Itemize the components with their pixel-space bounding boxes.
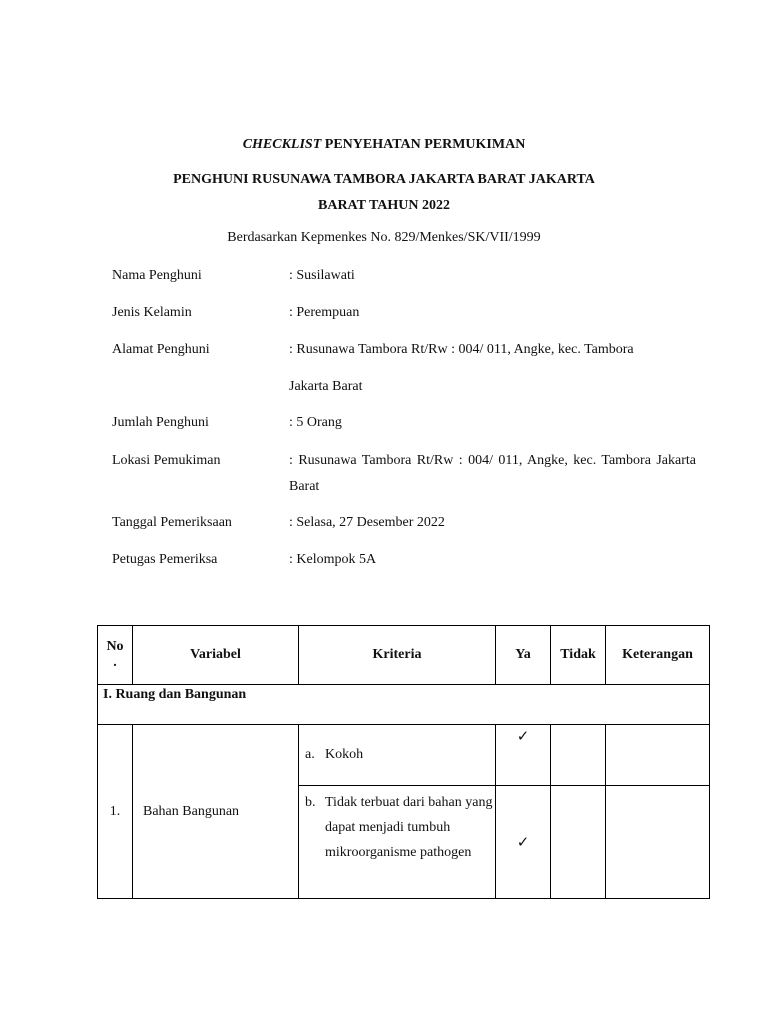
title-italic: CHECKLIST xyxy=(242,137,322,152)
header-ya: Ya xyxy=(496,626,551,685)
field-label-jenis-kelamin: Jenis Kelamin xyxy=(112,305,192,320)
document-subtitle-line2: BARAT TAHUN 2022 xyxy=(318,198,450,213)
header-variabel: Variabel xyxy=(133,626,299,685)
criterion-b-letter: b. xyxy=(305,795,316,810)
field-value-alamat-line2: Jakarta Barat xyxy=(289,379,363,394)
header-keterangan: Keterangan xyxy=(606,626,710,685)
header-no xyxy=(98,626,133,685)
criterion-b-text: Tidak terbuat dari bahan yang dapat menjadi tumbuh mikroorganisme pathogen xyxy=(325,795,493,860)
field-value-jumlah: : 5 Orang xyxy=(289,415,342,430)
criterion-a xyxy=(299,725,496,786)
criterion-b xyxy=(299,786,496,899)
field-value-lokasi: : Rusunawa Tambora Rt/Rw : 004/ 011, Angke, kec. Tambora Jakarta Barat xyxy=(289,453,696,494)
document-title xyxy=(0,137,768,153)
field-value-jenis-kelamin: : Perempuan xyxy=(289,305,360,320)
section-title: I. Ruang dan Bangunan xyxy=(98,685,710,725)
criterion-b-tidak-cell xyxy=(551,786,606,899)
field-value-alamat: : Rusunawa Tambora Rt/Rw : 004/ 011, Angke, kec. Tambora xyxy=(289,342,634,357)
field-label-jumlah: Jumlah Penghuni xyxy=(112,415,209,430)
field-label-petugas: Petugas Pemeriksa xyxy=(112,552,218,567)
criterion-a-keterangan-cell xyxy=(606,725,710,786)
field-label-lokasi: Lokasi Pemukiman xyxy=(112,453,221,468)
checkmark-icon: ✓ xyxy=(516,729,530,745)
checkmark-icon: ✓ xyxy=(516,834,530,851)
table-row xyxy=(98,725,710,786)
criterion-a-letter: a. xyxy=(305,747,315,762)
criterion-a-tidak-cell xyxy=(551,725,606,786)
regulation-basis: Berdasarkan Kepmenkes No. 829/Menkes/SK/VII/1999 xyxy=(227,230,541,245)
criterion-b-ya-cell xyxy=(496,786,551,899)
header-kriteria: Kriteria xyxy=(299,626,496,685)
criterion-a-text: Kokoh xyxy=(325,747,364,762)
row-number: 1. xyxy=(98,725,133,899)
field-label-tanggal: Tanggal Pemeriksaan xyxy=(112,515,232,530)
checklist-table xyxy=(97,625,710,899)
section-row xyxy=(98,685,710,725)
field-label-nama: Nama Penghuni xyxy=(112,268,202,283)
header-no-line1: No xyxy=(106,639,124,654)
criterion-b-keterangan-cell xyxy=(606,786,710,899)
row-variabel: Bahan Bangunan xyxy=(133,725,299,899)
field-value-tanggal: : Selasa, 27 Desember 2022 xyxy=(289,515,445,530)
criterion-a-ya-cell xyxy=(496,725,551,786)
header-tidak: Tidak xyxy=(551,626,606,685)
field-value-nama: : Susilawati xyxy=(289,268,355,283)
header-no-line2: . xyxy=(113,655,117,670)
table-header-row xyxy=(98,626,710,685)
field-label-alamat: Alamat Penghuni xyxy=(112,342,210,357)
title-rest: PENYEHATAN PERMUKIMAN xyxy=(321,137,526,152)
field-value-petugas: : Kelompok 5A xyxy=(289,552,377,567)
document-subtitle-line1: PENGHUNI RUSUNAWA TAMBORA JAKARTA BARAT JAKARTA xyxy=(173,172,595,187)
